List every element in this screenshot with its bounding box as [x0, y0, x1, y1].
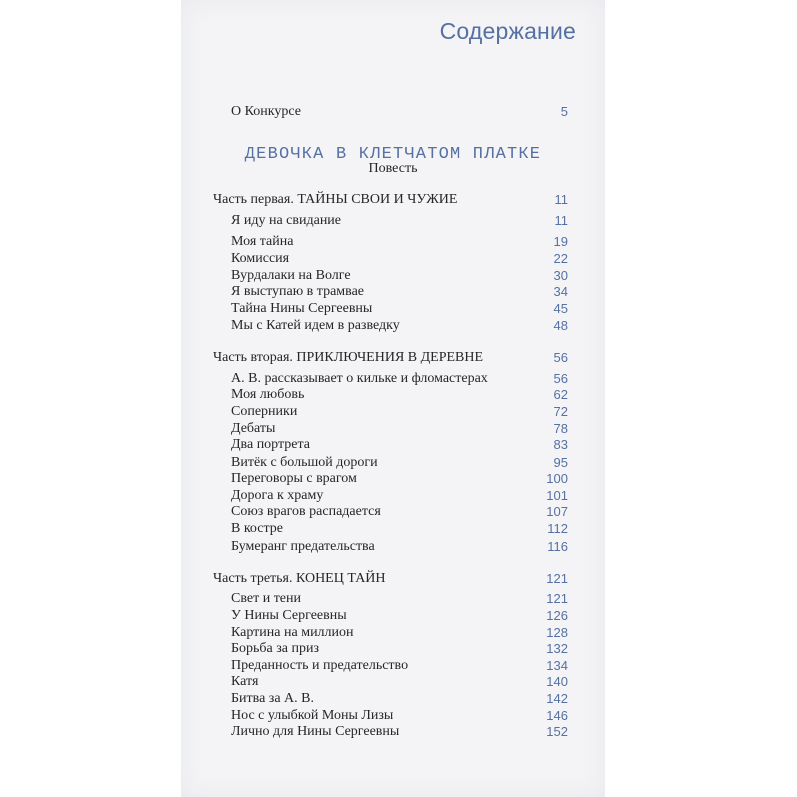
- toc-chapter-title: Бумеранг предательства: [231, 539, 375, 554]
- toc-chapter: [181, 300, 605, 318]
- toc-chapter-page: 134: [546, 658, 568, 673]
- toc-chapter: [181, 538, 605, 556]
- toc-chapter-page: 48: [553, 318, 568, 333]
- toc-chapter: [181, 403, 605, 421]
- toc-chapter: [181, 723, 605, 741]
- toc-chapter: [181, 590, 605, 608]
- toc-chapter-title: Тайна Нины Сергеевны: [231, 301, 373, 316]
- toc-part-title: Часть третья. КОНЕЦ ТАЙН: [213, 571, 386, 586]
- toc-chapter-page: 22: [553, 251, 568, 266]
- toc-part-title: Часть вторая. ПРИКЛЮЧЕНИЯ В ДЕРЕВНЕ: [213, 350, 484, 365]
- toc-entry-title: О Конкурсе: [231, 104, 301, 119]
- toc-chapter-title: Мы с Катей идем в разведку: [231, 318, 400, 333]
- toc-chapter-title: Моя любовь: [231, 387, 305, 402]
- toc-chapter-page: 101: [546, 488, 568, 503]
- toc-chapter-title: Я выступаю в трамвае: [231, 284, 364, 299]
- toc-part-page: 121: [546, 571, 568, 586]
- toc-chapter-title: Картина на миллион: [231, 625, 354, 640]
- toc-chapter-page: 121: [546, 591, 568, 606]
- toc-chapter-page: 72: [553, 404, 568, 419]
- toc-chapter-page: 78: [553, 421, 568, 436]
- toc-chapter-title: У Нины Сергеевны: [231, 608, 347, 623]
- toc-chapter-title: Катя: [231, 674, 259, 689]
- page-title: Содержание: [439, 18, 576, 44]
- toc-chapter-page: 107: [546, 504, 568, 519]
- toc-chapter: [181, 250, 605, 268]
- toc-chapter-title: В костре: [231, 521, 283, 536]
- toc-chapter-title: Я иду на свидание: [231, 213, 342, 228]
- toc-entry-page: 5: [560, 104, 568, 119]
- toc-chapter-page: 83: [553, 437, 568, 452]
- toc-chapter-page: 100: [546, 471, 568, 486]
- toc-chapter-title: Вурдалаки на Волге: [231, 268, 351, 283]
- toc-chapter-title: Два портрета: [231, 437, 311, 452]
- toc-chapter: [181, 283, 605, 301]
- toc-chapter: [181, 470, 605, 488]
- toc-part-2: [181, 349, 605, 367]
- toc-chapter-page: 19: [553, 234, 568, 249]
- book-title: ДЕВОЧКА В КЛЕТЧАТОМ ПЛАТКЕ: [244, 145, 542, 164]
- toc-chapter-title: Витёк с большой дороги: [231, 455, 378, 470]
- toc-part-page: 56: [553, 350, 568, 365]
- toc-part-title: Часть первая. ТАЙНЫ СВОИ И ЧУЖИЕ: [213, 192, 458, 207]
- book-subtitle: Повесть: [368, 161, 418, 176]
- toc-chapter-page: 56: [553, 371, 568, 386]
- toc-chapter-title: Соперники: [231, 404, 298, 419]
- toc-chapter-title: Преданность и предательство: [231, 658, 409, 673]
- toc-part-1: [181, 191, 605, 209]
- toc-chapter-title: Борьба за приз: [231, 641, 320, 656]
- toc-chapter-title: Союз врагов распадается: [231, 504, 381, 519]
- toc-chapter: [181, 520, 605, 538]
- toc-chapter-title: Моя тайна: [231, 234, 294, 249]
- toc-chapter: [181, 436, 605, 454]
- toc-chapter-page: 116: [547, 539, 568, 554]
- toc-chapter-title: А. В. рассказывает о кильке и фломастерах: [231, 371, 488, 386]
- toc-chapter: [181, 212, 605, 230]
- toc-chapter: [181, 673, 605, 691]
- toc-chapter-page: 11: [554, 213, 568, 228]
- toc-entry-about: [181, 103, 605, 121]
- toc-chapter-page: 152: [546, 724, 568, 739]
- toc-chapter: [181, 503, 605, 521]
- toc-chapter-title: Комиссия: [231, 251, 290, 266]
- toc-chapter: [181, 640, 605, 658]
- toc-part-page: 11: [554, 192, 568, 207]
- toc-chapter: [181, 386, 605, 404]
- toc-chapter-page: 95: [553, 455, 568, 470]
- toc-chapter-title: Переговоры с врагом: [231, 471, 357, 486]
- toc-chapter-page: 126: [546, 608, 568, 623]
- toc-chapter-page: 62: [553, 387, 568, 402]
- toc-chapter-page: 30: [553, 268, 568, 283]
- toc-chapter: [181, 317, 605, 335]
- toc-chapter-page: 142: [546, 691, 568, 706]
- toc-chapter-title: Дорога к храму: [231, 488, 324, 503]
- toc-chapter: [181, 607, 605, 625]
- toc-chapter-page: 146: [546, 708, 568, 723]
- toc-chapter-page: 34: [553, 284, 568, 299]
- toc-chapter-page: 112: [547, 521, 568, 536]
- toc-chapter-title: Лично для Нины Сергеевны: [231, 724, 400, 739]
- toc-part-3: [181, 570, 605, 588]
- toc-chapter: [181, 233, 605, 251]
- toc-chapter-page: 128: [546, 625, 568, 640]
- toc-chapter-title: Битва за А. В.: [231, 691, 314, 706]
- toc-chapter: [181, 690, 605, 708]
- toc-chapter-title: Нос с улыбкой Моны Лизы: [231, 708, 394, 723]
- toc-chapter-title: Свет и тени: [231, 591, 302, 606]
- book-page: [181, 0, 605, 797]
- toc-chapter-page: 132: [546, 641, 568, 656]
- toc-chapter-page: 45: [553, 301, 568, 316]
- toc-chapter-page: 140: [546, 674, 568, 689]
- toc-chapter-title: Дебаты: [231, 421, 276, 436]
